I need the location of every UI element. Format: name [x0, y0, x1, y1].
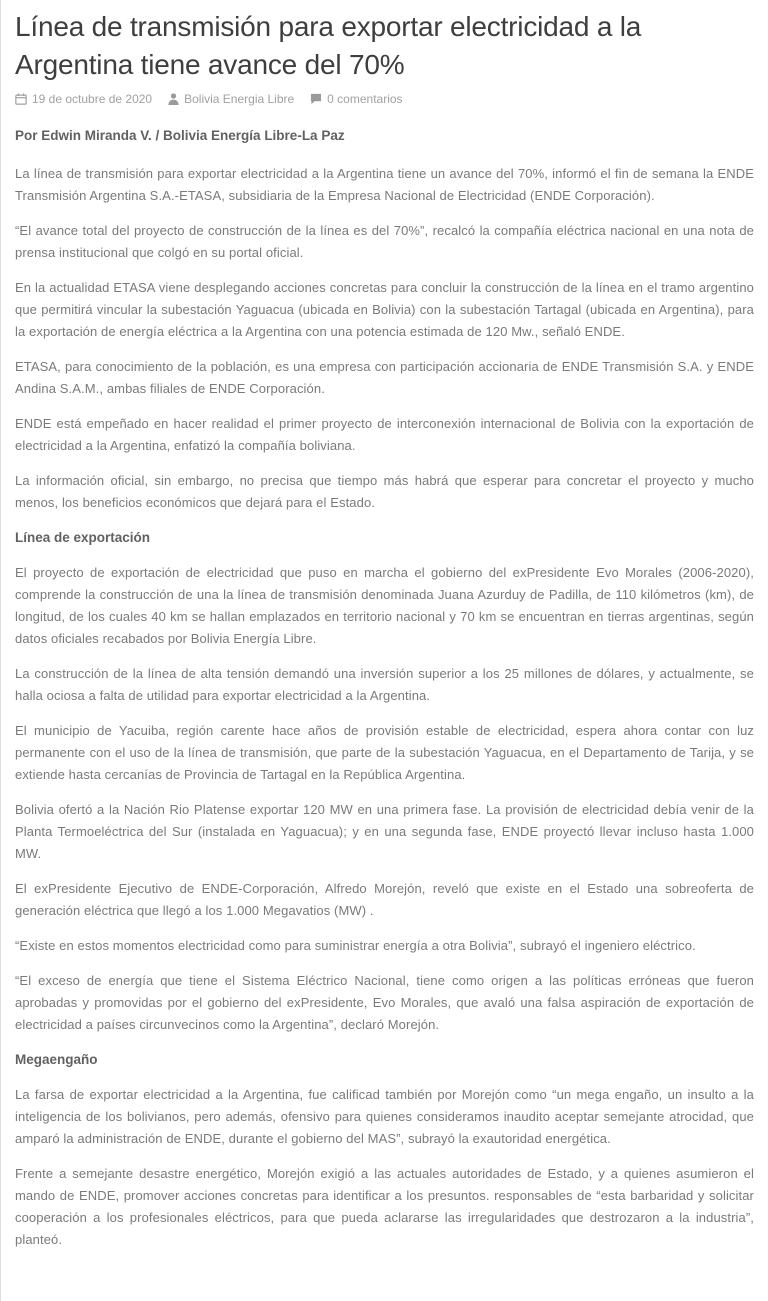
paragraph: Bolivia ofertó a la Nación Rio Platense exportar 120 MW en una primera fase. La provisión de electricidad debía venir de la Planta Termoeléctrica del Sur (instalada en Yaguacua); y en una segunda fase, ENDE proyectó llevar incluso hasta 1.000 MW.: [15, 802, 754, 861]
paragraph: “Existe en estos momentos electricidad como para suministrar energía a otra Bolivia”, subrayó el ingeniero eléctrico.: [15, 938, 696, 953]
paragraph: La construcción de la línea de alta tensión demandó una inversión superior a los 25 millones de dólares, y actualmente, se halla ociosa a falta de utilidad para exportar electricidad a la Argentina.: [15, 666, 754, 703]
byline: Por Edwin Miranda V. / Bolivia Energía Libre-La Paz: [15, 128, 345, 143]
user-icon: [168, 93, 179, 105]
paragraph: “El exceso de energía que tiene el Sistema Eléctrico Nacional, tiene como origen a las políticas erróneas que fueron aprobadas y promovidas por el gobierno del exPresidente, Evo Morales, que avaló una falsa aspiración de exportación de electricidad a países circunvecinos como la Argentina”, declaró Morejón.: [15, 973, 754, 1032]
paragraph: El municipio de Yacuiba, región carente hace años de provisión estable de electricidad, espera ahora contar con luz permanente con el uso de la línea de transmisión, que parte de la subestación Yaguacua, en el Departamento de Tarija, y se extiende hasta cercanías de Provincia de Tartagal en la República Argentina.: [15, 723, 754, 782]
paragraph: En la actualidad ETASA viene desplegando acciones concretas para concluir la construcción de la línea en el tramo argentino que permitirá vincular la subestación Yaguacua (ubicada en Bolivia) con la subestación Tartagal (ubicada en Argentina), para la exportación de energía eléctrica a la Argentina con una potencia estimada de 120 Mw., señaló ENDE.: [15, 280, 754, 339]
calendar-icon: [15, 93, 27, 105]
paragraph: La línea de transmisión para exportar electricidad a la Argentina tiene un avance del 70%, informó el fin de semana la ENDE Transmisión Argentina S.A.-ETASA, subsidiaria de la Empresa Nacional de Electricidad (ENDE Corporación).: [15, 166, 754, 203]
post-author-link[interactable]: [168, 92, 294, 106]
speech-bubble-icon: [310, 93, 322, 105]
post-date-label: 19 de octubre de 2020: [32, 92, 153, 106]
post-comments-label: 0 comentarios: [327, 92, 403, 106]
section-heading: Megaengaño: [15, 1052, 98, 1067]
paragraph: El proyecto de exportación de electricidad que puso en marcha el gobierno del exPresidente Evo Morales (2006-2020), comprende la construcción de una la línea de transmisión denominada Juana Azurduy de Padilla, de 110 kilómetros (km), de longitud, de los cuales 40 km se hallan emplazados en territorio nacional y 70 km se encuentran en tierras argentinas, según datos oficiales recabados por Bolivia Energía Libre.: [15, 565, 754, 646]
article-body: [15, 163, 754, 1251]
post-author-label: Bolivia Energia Libre: [184, 92, 295, 106]
post-meta: [15, 92, 754, 106]
paragraph: “El avance total del proyecto de construcción de la línea es del 70%”, recalcó la compañía eléctrica nacional en una nota de prensa institucional que colgó en su portal oficial.: [15, 223, 754, 260]
paragraph: ENDE está empeñado en hacer realidad el primer proyecto de interconexión internacional de Bolivia con la exportación de electricidad a la Argentina, enfatizó la compañía boliviana.: [15, 416, 754, 453]
paragraph: El exPresidente Ejecutivo de ENDE-Corporación, Alfredo Morejón, reveló que existe en el Estado una sobreoferta de generación eléctrica que llegó a los 1.000 Megavatios (MW) .: [15, 881, 754, 918]
paragraph: ETASA, para conocimiento de la población, es una empresa con participación accionaria de ENDE Transmisión S.A. y ENDE Andina S.A.M., ambas filiales de ENDE Corporación.: [15, 359, 754, 396]
section-heading: Línea de exportación: [15, 530, 151, 545]
post-title: Línea de transmisión para exportar electricidad a la Argentina tiene avance del 70%: [15, 11, 642, 80]
post-date-link[interactable]: [15, 92, 152, 106]
paragraph: La farsa de exportar electricidad a la Argentina, fue calificad también por Morejón como “un mega engaño, un insulto a la inteligencia de los bolivianos, pero además, ofensivo para quienes consideramos inaudito aceptar semejante atrocidad, que amparó la administración de ENDE, durante el gobierno del MAS”, subrayó la exautoridad energética.: [15, 1087, 754, 1146]
paragraph: Frente a semejante desastre energético, Morejón exigió a las actuales autoridades de Estado, y a quienes asumieron el mando de ENDE, promover acciones concretas para identificar a los presuntos. responsables de “esta barbaridad y solicitar cooperación a los profesionales eléctricos, para que pueda aclararse las irregularidades que destrozaron a la industria”, planteó.: [15, 1166, 754, 1247]
paragraph: La información oficial, sin embargo, no precisa que tiempo más habrá que esperar para concretar el proyecto y mucho menos, los beneficios económicos que dejará para el Estado.: [15, 473, 754, 510]
post-comments-link[interactable]: [310, 92, 402, 106]
